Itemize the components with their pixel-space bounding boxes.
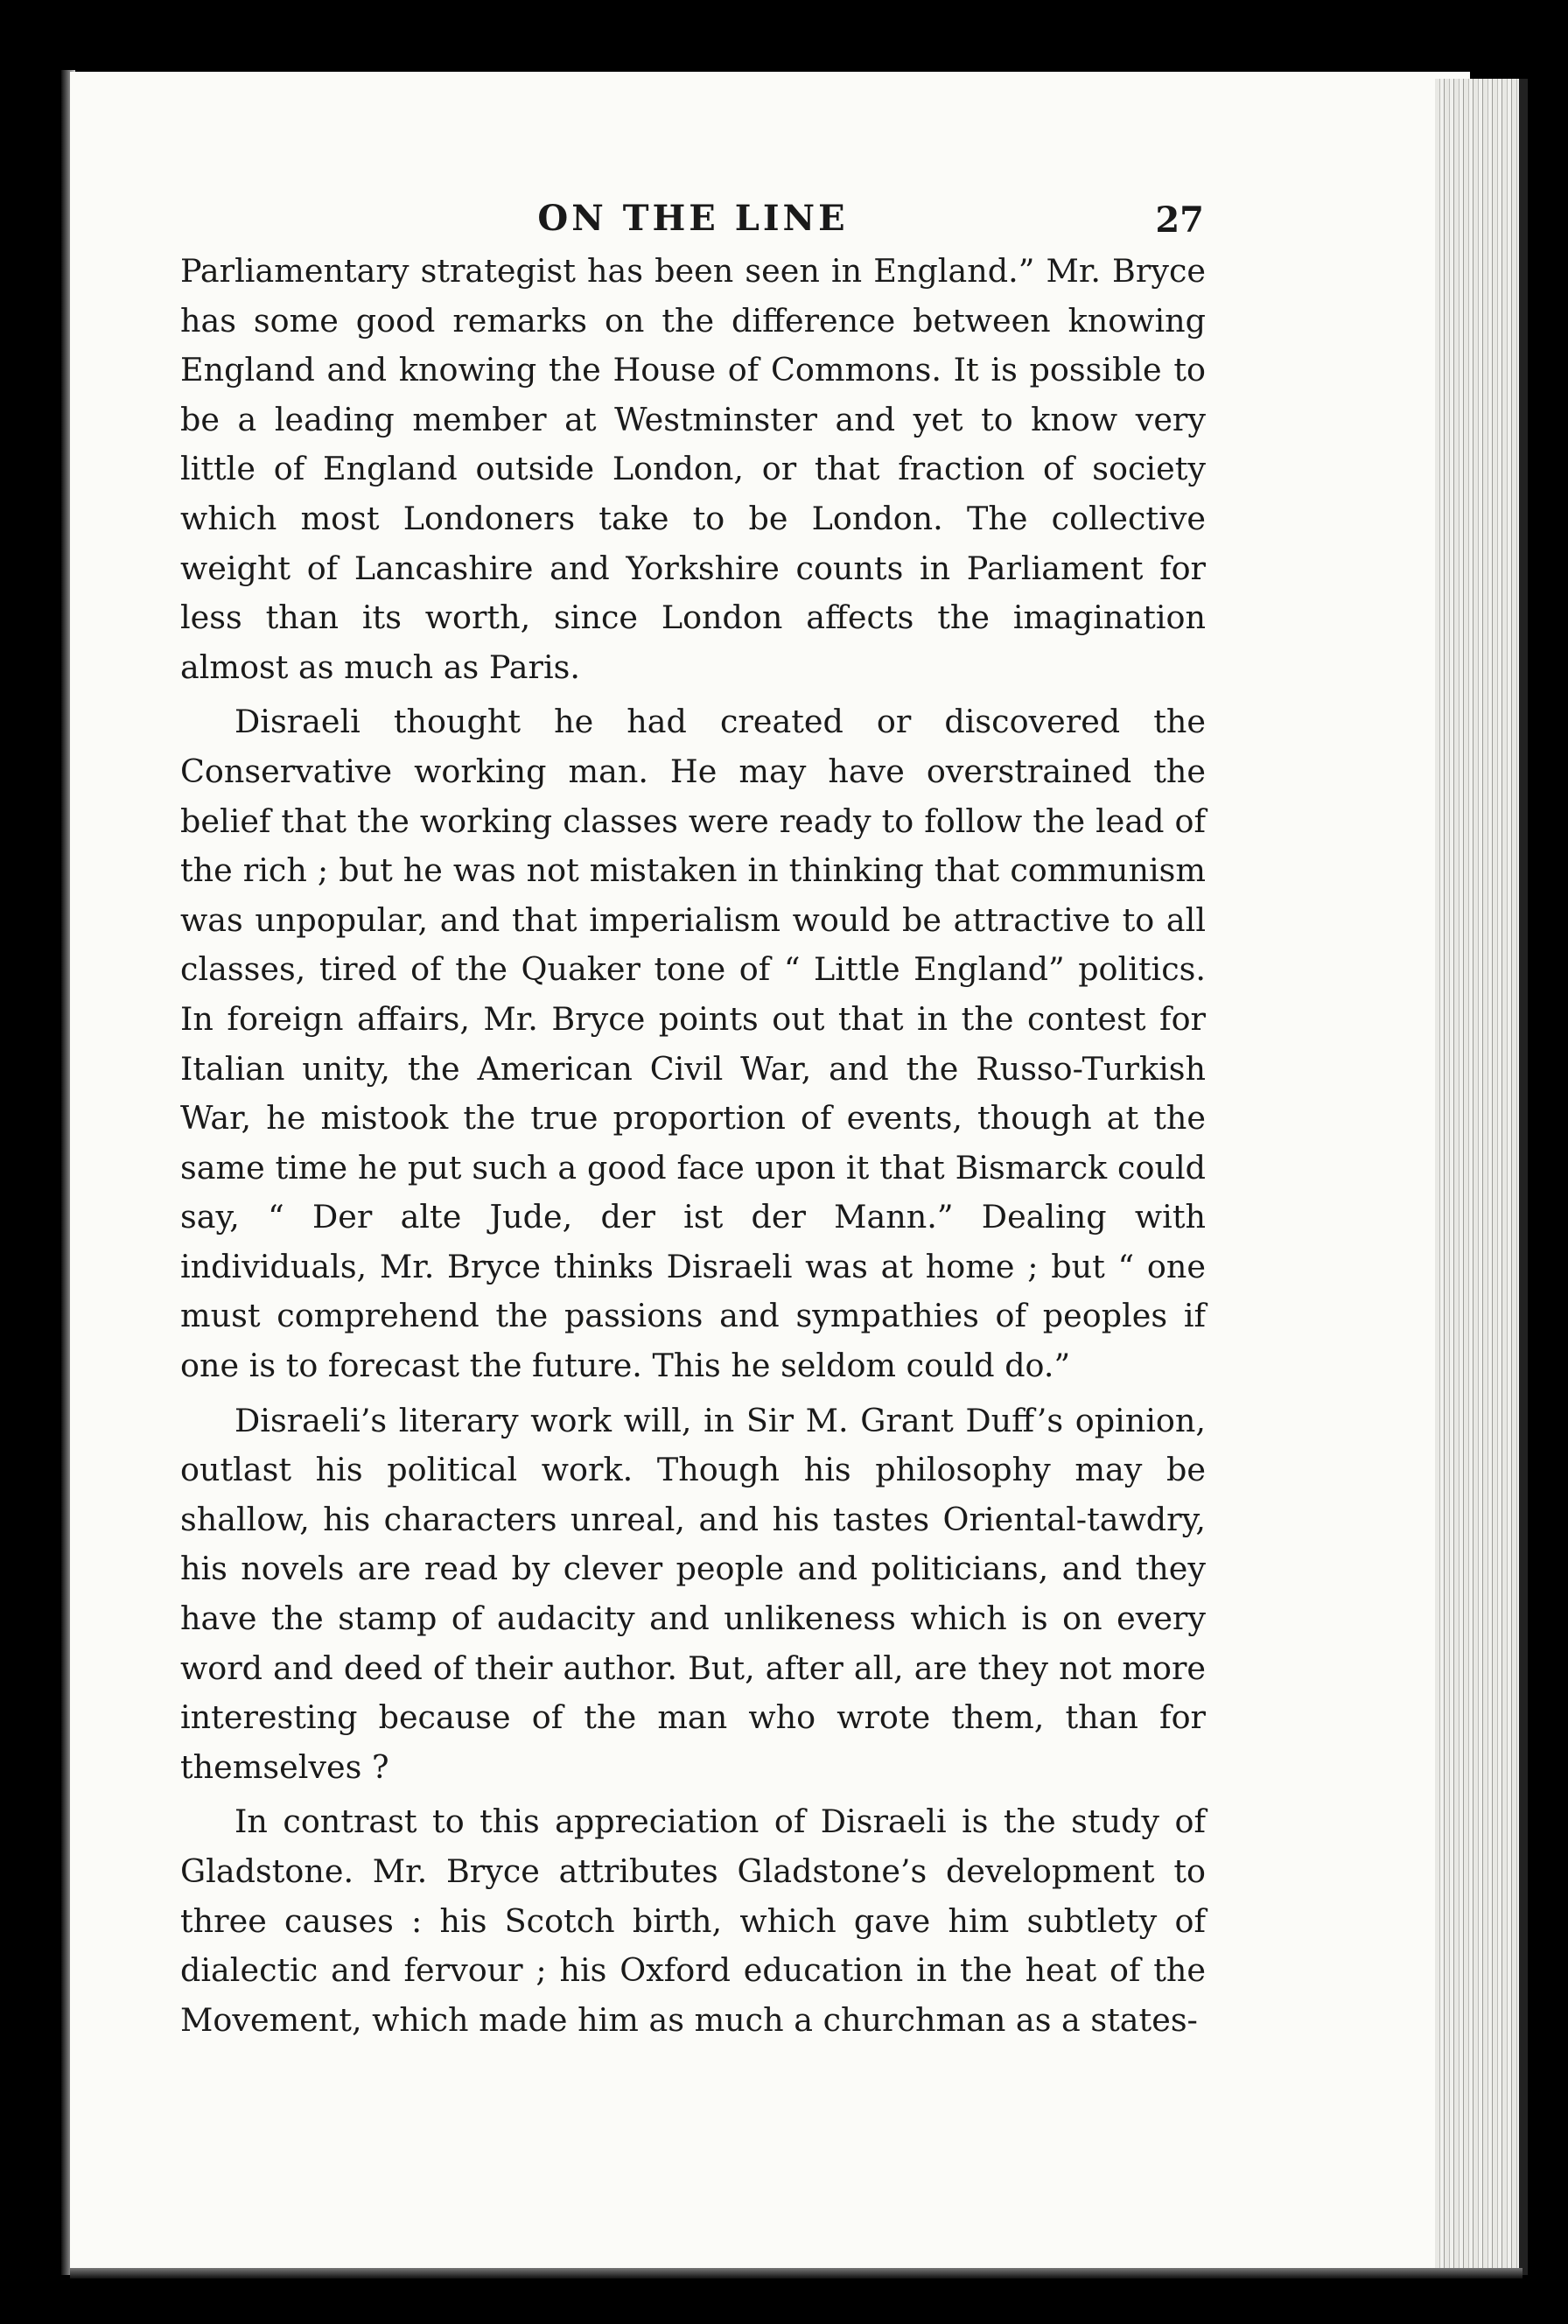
- running-title: ON THE LINE: [537, 198, 849, 239]
- book-fore-edge: [1435, 79, 1519, 2275]
- fore-edge-shadow: [1519, 79, 1528, 2275]
- paragraph-1: Parliamentary strategist has been seen in England.” Mr. Bryce has some good remarks on the difference between knowing England and knowing the House of Commons. It is possible to be a leading member at Westminster and yet to know very little of England outside London, or that fraction of society which most Londoners take to be London. The collective weight of Lancashire and Yorkshire counts in Parliament for less than its worth, since London affects the imagination almost as much as Paris.: [180, 252, 1206, 686]
- paragraph-4: In contrast to this appreciation of Disraeli is the study of Gladstone. Mr. Bryce attributes Gladstone’s development to three causes : his Scotch birth, which gave him subtlety of dialectic and fervour ; his Oxford education in the heat of the Movement, which made him as much a churchman as a states-: [180, 1802, 1206, 2039]
- paragraph-3: Disraeli’s literary work will, in Sir M. Grant Duff’s opinion, outlast his political work. Though his philosophy may be shallow, his characters unreal, and his tastes Oriental-tawdry, his novels are read by clever people and politicians, and they have the stamp of audacity and unlikeness which is on every word and deed of their author. But, after all, are they not more interesting because of the man who wrote them, than for themselves ?: [180, 1401, 1206, 1786]
- page-number: 27: [1155, 200, 1204, 241]
- page-content: [180, 194, 1206, 2050]
- page-bottom-shadow: [70, 2268, 1522, 2278]
- paragraph-2: Disraeli thought he had created or discovered the Conservative working man. He may have overstrained the belief that the working classes were ready to follow the lead of the rich ; but he was not mistaken in thinking that communism was unpopular, and that imperialism would be attractive to all classes, tired of the Quaker tone of “ Little England” politics. In foreign affairs, Mr. Bryce points out that in the contest for Italian unity, the American Civil War, and the Russo-Turkish War, he mistook the true proportion of events, though at the same time he put such a good face upon it that Bismarck could say, “ Der alte Jude, der ist der Mann.” Dealing with individuals, Mr. Bryce thinks Disraeli was at home ; but “ one must comprehend the passions and sympathies of peoples if one is to forecast the future. This he seldom could do.”: [180, 703, 1206, 1385]
- running-head: [180, 194, 1206, 247]
